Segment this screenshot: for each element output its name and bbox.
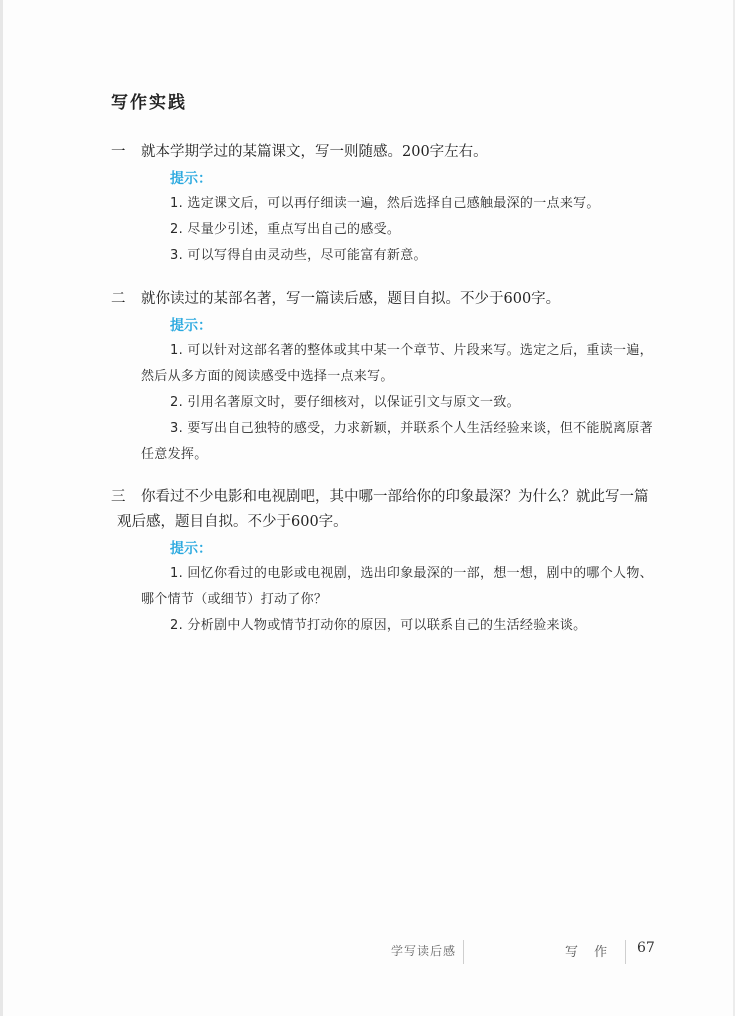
task-heading bbox=[103, 140, 663, 165]
task-number: 二 bbox=[111, 291, 126, 307]
footer-divider bbox=[625, 940, 626, 964]
task-prompt: 你看过不少电影和电视剧吧，其中哪一部给你的印象最深？为什么？就此写一篇 bbox=[141, 489, 649, 505]
task-heading bbox=[103, 287, 663, 312]
page-number: 67 bbox=[637, 940, 655, 956]
hint-item: 2. 分析剧中人物或情节打动你的原因，可以联系自己的生活经验来谈。 bbox=[170, 618, 587, 633]
page-footer bbox=[3, 940, 735, 964]
hint-item: 3. 要写出自己独特的感受，力求新颖，并联系个人生活经验来谈，但不能脱离原著任意发挥。 bbox=[141, 421, 653, 462]
hint-list bbox=[103, 191, 663, 269]
task-prompt: 就你读过的某部名著，写一篇读后感，题目自拟。不少于600字。 bbox=[141, 291, 561, 307]
hint-item: 2. 尽量少引述，重点写出自己的感受。 bbox=[170, 222, 401, 237]
task-number: 三 bbox=[111, 489, 126, 505]
hint-item: 1. 选定课文后，可以再仔细读一遍，然后选择自己感触最深的一点来写。 bbox=[170, 196, 600, 211]
writing-task-2 bbox=[103, 287, 663, 468]
task-prompt-continuation: 观后感，题目自拟。不少于600字。 bbox=[117, 514, 348, 530]
writing-task-1 bbox=[103, 140, 663, 269]
unit-title: 学写读后感 bbox=[391, 944, 457, 958]
hint-label: 提示： bbox=[170, 541, 212, 557]
hint-item: 1. 回忆你看过的电影或电视剧，选出印象最深的一部，想一想，剧中的哪个人物、哪个情节（或细节）打动了你？ bbox=[141, 566, 653, 607]
writing-task-3 bbox=[103, 485, 663, 639]
task-heading bbox=[103, 485, 663, 535]
hint-item: 3. 可以写得自由灵动些，尽可能富有新意。 bbox=[170, 248, 427, 263]
footer-divider bbox=[463, 940, 464, 964]
hint-label: 提示： bbox=[170, 318, 212, 334]
section-title: 写作实践 bbox=[111, 93, 187, 113]
hint-list bbox=[103, 338, 663, 468]
task-prompt: 就本学期学过的某篇课文，写一则随感。200字左右。 bbox=[141, 144, 488, 160]
section-name: 写 作 bbox=[565, 945, 614, 960]
hint-list bbox=[103, 561, 663, 639]
hint-label: 提示： bbox=[170, 171, 212, 187]
hint-item: 1. 可以针对这部名著的整体或其中某一个章节、片段来写。选定之后，重读一遍，然后从多方面的阅读感受中选择一点来写。 bbox=[141, 343, 653, 384]
hint-item: 2. 引用名著原文时，要仔细核对，以保证引文与原文一致。 bbox=[170, 395, 520, 410]
task-number: 一 bbox=[111, 144, 126, 160]
